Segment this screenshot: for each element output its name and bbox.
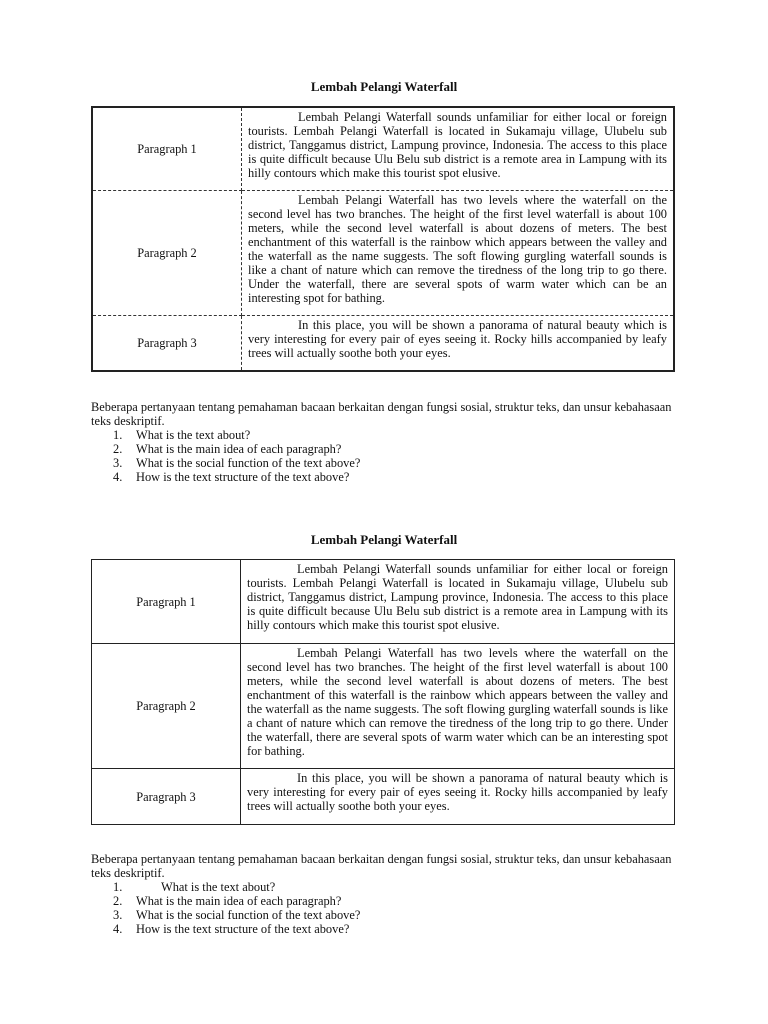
table-row — [92, 107, 674, 190]
section2-question-list — [91, 880, 360, 936]
row-label: Paragraph 2 — [92, 190, 242, 315]
question-text: What is the social function of the text above? — [136, 456, 361, 470]
row-text: Lembah Pelangi Waterfall has two levels where the waterfall on the second level has two branches. The height of the first level waterfall is about 100 meters, while the second level waterfall is about dozens of meters. The best enchantment of this waterfall is the rainbow which appears between the valley and the waterfall as the name suggests. The soft flowing gurgling waterfall sounds is like a chant of nature which can remove the tiredness of the long trip to go there. Under the waterfall, there are several spots of warm water which can be an interesting spot for bathing. — [241, 644, 675, 769]
list-item — [91, 922, 360, 936]
row-label: Paragraph 3 — [92, 315, 242, 371]
section1-question-list — [91, 428, 360, 484]
question-number: 2. — [113, 894, 123, 908]
list-item — [91, 894, 360, 908]
row-label: Paragraph 1 — [92, 560, 241, 644]
question-text: How is the text structure of the text above? — [136, 922, 350, 936]
list-item — [91, 456, 360, 470]
list-item — [91, 880, 360, 894]
question-text: What is the text about? — [161, 880, 276, 894]
row-label: Paragraph 3 — [92, 769, 241, 825]
question-number: 2. — [113, 442, 123, 456]
table-row — [92, 315, 674, 371]
question-number: 1. — [113, 880, 123, 894]
question-number: 3. — [113, 456, 123, 470]
table-row — [92, 560, 675, 644]
question-number: 1. — [113, 428, 123, 442]
row-label: Paragraph 2 — [92, 644, 241, 769]
question-text: What is the social function of the text above? — [136, 908, 361, 922]
question-text: What is the main idea of each paragraph? — [136, 894, 342, 908]
row-text: In this place, you will be shown a panorama of natural beauty which is very interesting for every pair of eyes seeing it. Rocky hills accompanied by leafy trees will actually soothe both your eyes. — [241, 769, 675, 825]
question-text: What is the main idea of each paragraph? — [136, 442, 342, 456]
section1-paragraph-table — [91, 106, 675, 372]
question-number: 3. — [113, 908, 123, 922]
question-number: 4. — [113, 922, 123, 936]
question-text: What is the text about? — [136, 428, 251, 442]
row-text: In this place, you will be shown a panorama of natural beauty which is very interesting for every pair of eyes seeing it. Rocky hills accompanied by leafy trees will actually soothe both your eyes. — [242, 315, 675, 371]
section1-title: Lembah Pelangi Waterfall — [310, 79, 458, 94]
table-row — [92, 769, 675, 825]
question-number: 4. — [113, 470, 123, 484]
row-text: Lembah Pelangi Waterfall has two levels where the waterfall on the second level has two branches. The height of the first level waterfall is about 100 meters, while the second level waterfall is about dozens of meters. The best enchantment of this waterfall is the rainbow which appears between the valley and the waterfall as the name suggests. The soft flowing gurgling waterfall sounds is like a chant of nature which can remove the tiredness of the long trip to go there. Under the waterfall, there are several spots of warm water which can be an interesting spot for bathing. — [242, 190, 675, 315]
section1-intro: Beberapa pertanyaan tentang pemahaman bacaan berkaitan dengan fungsi sosial, struktur teks, dan unsur kebahasaan teks deskriptif. — [91, 400, 672, 428]
table-row — [92, 190, 674, 315]
section2-title: Lembah Pelangi Waterfall — [310, 532, 458, 547]
table-row — [92, 644, 675, 769]
row-text: Lembah Pelangi Waterfall sounds unfamiliar for either local or foreign tourists. Lembah Pelangi Waterfall is located in Sukamaju village, Ulubelu sub district, Tanggamus district, Lampung province, Indonesia. The access to this place is quite difficult because Ulu Belu sub district is a remote area in Lampung with its hilly contours which make this tourist spot elusive. — [242, 107, 675, 190]
list-item — [91, 470, 360, 484]
question-text: How is the text structure of the text above? — [136, 470, 350, 484]
row-text: Lembah Pelangi Waterfall sounds unfamiliar for either local or foreign tourists. Lembah Pelangi Waterfall is located in Sukamaju village, Ulubelu sub district, Tanggamus district, Lampung province, Indonesia. The access to this place is quite difficult because Ulu Belu sub district is a remote area in Lampung with its hilly contours which make this tourist spot elusive. — [241, 560, 675, 644]
list-item — [91, 908, 360, 922]
section2-intro: Beberapa pertanyaan tentang pemahaman bacaan berkaitan dengan fungsi sosial, struktur teks, dan unsur kebahasaan teks deskriptif. — [91, 852, 672, 880]
list-item — [91, 442, 360, 456]
row-label: Paragraph 1 — [92, 107, 242, 190]
section2-paragraph-table — [91, 559, 675, 825]
list-item — [91, 428, 360, 442]
